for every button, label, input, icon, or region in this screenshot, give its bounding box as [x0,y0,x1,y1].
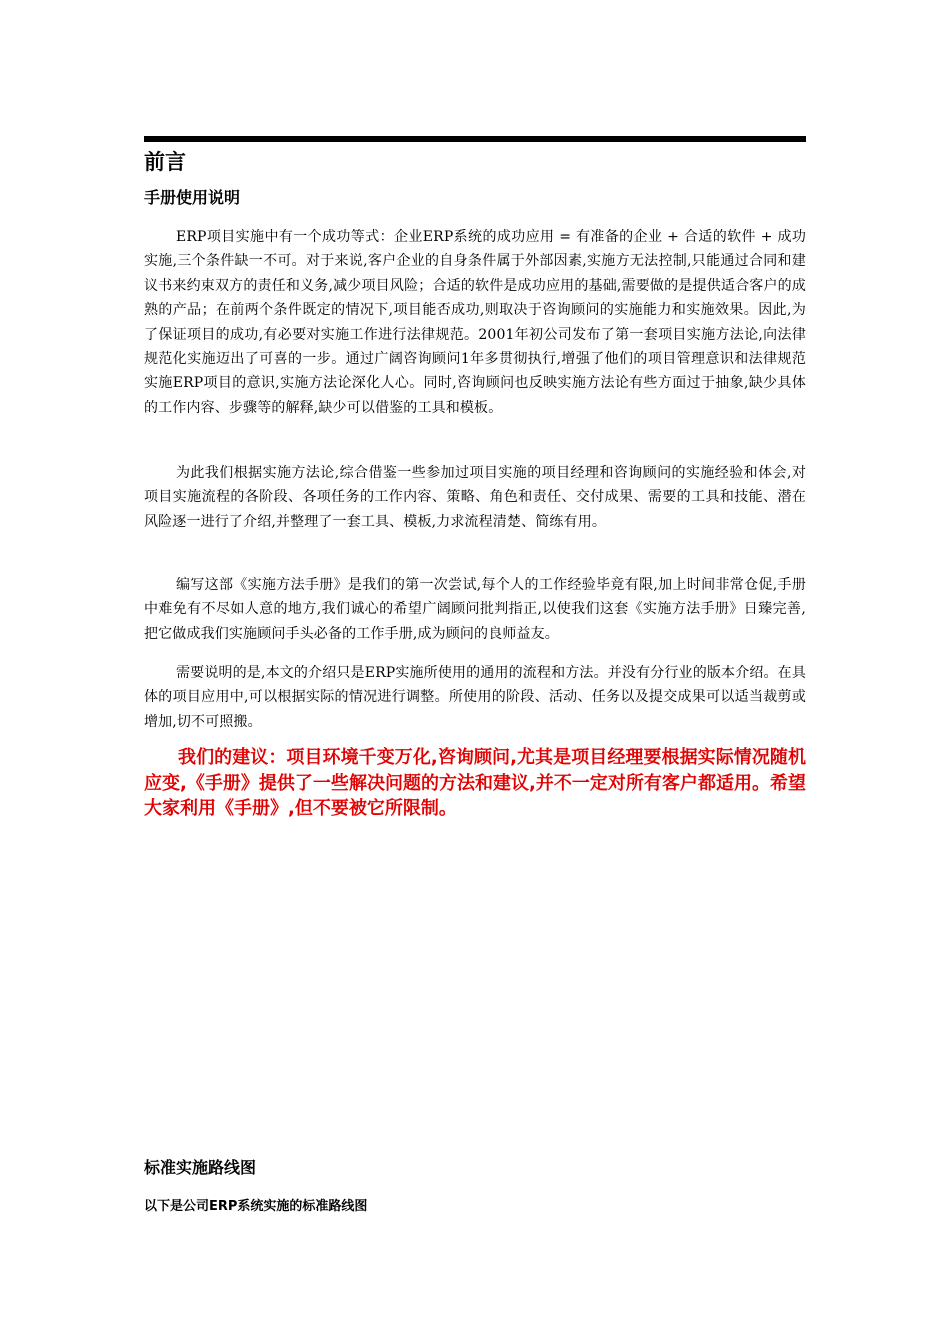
paragraph-success-equation: ERP项目实施中有一个成功等式：企业ERP系统的成功应用 = 有准备的企业 + 合适的软件 + 成功实施,三个条件缺一不可。对于来说,客户企业的自身条件属于外部因素,实施方无法控制,只能通过合同和建议书来约束双方的责任和义务,减少项目风险；合适的软件是成功应用的基础,需要做的是提供适合客户的成熟的产品；在前两个条件既定的情况下,项目能否成功,则取决于咨询顾问的实施能力和实施效果。因此,为了保证项目的成功,有必要对实施工作进行法律规范。2001年初公司发布了第一套项目实施方法论,向法律规范化实施迈出了可喜的一步。通过广阔咨询顾问1年多贯彻执行,增强了他们的项目管理意识和法律规范实施ERP项目的意识,实施方法论深化人心。同时,咨询顾问也反映实施方法论有些方面过于抽象,缺少具体的工作内容、步骤等的解释,缺少可以借鉴的工具和模板。 [144,229,806,416]
section-heading-roadmap: 标准实施路线图 [144,1158,257,1177]
roadmap-caption: 以下是公司ERP系统实施的标准路线图 [144,1199,368,1214]
header-rule [144,136,806,142]
paragraph-first-attempt: 编写这部《实施方法手册》是我们的第一次尝试,每个人的工作经验毕竟有限,加上时间非常仓促,手册中难免有不尽如人意的地方,我们诚心的希望广阔顾问批判指正,以使我们这套《实施方法手册》日臻完善,把它做成我们实施顾问手头必备的工作手册,成为顾问的良师益友。 [144,577,806,642]
paragraph-generic-process-note: 需要说明的是,本文的介绍只是ERP实施所使用的通用的流程和方法。并没有分行业的版本介绍。在具体的项目应用中,可以根据实际的情况进行调整。所使用的阶段、活动、任务以及提交成果可以适当裁剪或增加,切不可照搬。 [144,665,806,730]
page-title: 前言 [144,150,186,174]
paragraph-methodology-basis: 为此我们根据实施方法论,综合借鉴一些参加过项目实施的项目经理和咨询顾问的实施经验和体会,对项目实施流程的各阶段、各项任务的工作内容、策略、角色和责任、交付成果、需要的工具和技能、潜在风险逐一进行了介绍,并整理了一套工具、模板,力求流程清楚、简练有用。 [144,465,806,530]
advice-callout: 我们的建议：项目环境千变万化,咨询顾问,尤其是项目经理要根据实际情况随机应变,《手册》提供了一些解决问题的方法和建议,并不一定对所有客户都适用。希望大家利用《手册》,但不要被它所限制。 [144,747,806,819]
section-heading-manual-usage: 手册使用说明 [144,188,241,207]
